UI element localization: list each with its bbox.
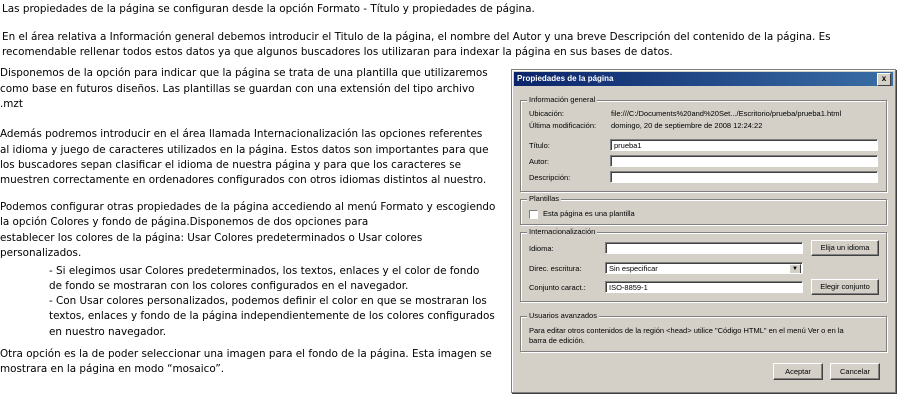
description-field[interactable] bbox=[610, 171, 878, 183]
bullet-default-colors-line1: - Si elegimos usar Colores predeterminados, los textos, enlaces y el color de fondo bbox=[49, 265, 480, 277]
paragraph-template-line2: como base en futuros diseños. Las plantillas se guardan con una extensión del tipo archivo bbox=[0, 83, 475, 95]
choose-charset-button[interactable]: Elegir conjunto bbox=[811, 279, 879, 295]
templates-group bbox=[520, 194, 887, 225]
accept-button[interactable]: Aceptar bbox=[773, 363, 823, 380]
title-field[interactable]: prueba1 bbox=[610, 139, 878, 151]
bullet-default-colors-line2: de fondo se mostraran con los colores configurados en el navegador. bbox=[49, 280, 409, 292]
paragraph-colors-line4: personalizados. bbox=[0, 247, 82, 259]
paragraph-i18n-line2: al idioma y juego de caracteres utilizados en la página. Estos datos son importantes para que bbox=[0, 144, 489, 156]
paragraph-template-line1: Disponemos de la opción para indicar que la página se trata de una plantilla que utilizaremos bbox=[0, 67, 488, 79]
bullet-custom-colors-line3: en nuestro navegador. bbox=[49, 326, 167, 338]
paragraph-i18n-line4: muestren correctamente en ordenadores configurados con otros idiomas distintos al nuestro. bbox=[0, 174, 487, 186]
paragraph-i18n-line1: Además podremos introducir en el área llamada Internacionalización las opciones referentes bbox=[0, 128, 483, 140]
advanced-users-text-line1: Para editar otros contenidos de la región <head> utilice "Código HTML" en el menú Ver o en la bbox=[529, 326, 844, 335]
advanced-users-group bbox=[520, 311, 887, 352]
author-field[interactable] bbox=[610, 155, 878, 167]
language-label: Idioma: bbox=[529, 244, 554, 253]
template-checkbox-label: Esta página es una plantilla bbox=[543, 209, 635, 218]
template-checkbox[interactable] bbox=[529, 210, 538, 219]
charset-field[interactable]: ISO-8859-1 bbox=[605, 281, 803, 293]
paragraph-i18n-line3: los buscadores sepan clasificar el idioma de nuestra página y para que los caracteres se bbox=[0, 159, 462, 171]
paragraph-background-line1: Otra opción es la de poder seleccionar una imagen para el fondo de la página. Esta imagen se bbox=[0, 348, 492, 360]
paragraph-template-line3: .mzt bbox=[0, 98, 23, 110]
author-label: Autor: bbox=[529, 157, 550, 166]
general-info-group bbox=[520, 95, 887, 192]
choose-language-button[interactable]: Elija un idioma bbox=[811, 240, 879, 256]
location-label: Ubicación: bbox=[529, 109, 565, 118]
location-value: file:///C:/Documents%20and%20Set.../Escritorio/prueba/prueba1.html bbox=[611, 109, 842, 118]
advanced-users-text-line2: barra de edición. bbox=[529, 336, 585, 345]
paragraph-general-info-line2: recomendable rellenar todos estos datos ya que algunos buscadores los utilizaran para indexar la página en sus bases de datos. bbox=[2, 46, 673, 58]
writing-direction-select[interactable] bbox=[605, 262, 803, 274]
chevron-down-icon[interactable]: ▼ bbox=[789, 264, 801, 274]
paragraph-intro: Las propiedades de la página se configuran desde la opción Formato - Título y propiedades de página. bbox=[2, 3, 535, 15]
page-properties-dialog bbox=[511, 69, 896, 393]
writing-direction-label: Direc. escritura: bbox=[529, 264, 582, 273]
writing-direction-value: Sin especificar bbox=[609, 264, 658, 273]
last-modified-value: domingo, 20 de septiembre de 2008 12:24:22 bbox=[611, 121, 763, 130]
paragraph-background-line2: mostrara en la página en modo “mosaico”. bbox=[0, 363, 225, 375]
last-modified-label: Última modificación: bbox=[529, 121, 597, 130]
charset-label: Conjunto caract.: bbox=[529, 283, 586, 292]
paragraph-colors-line3: establecer los colores de la página: Usar Colores predeterminados o Usar colores bbox=[0, 232, 423, 244]
advanced-users-legend: Usuarios avanzados bbox=[529, 311, 597, 320]
paragraph-general-info-line1: En el área relativa a Información general debemos introducir el Titulo de la página, el nombre del Autor y una breve Descripción del contenido de la página. Es bbox=[2, 31, 831, 43]
cancel-button[interactable]: Cancelar bbox=[830, 363, 880, 380]
paragraph-colors-line1: Podemos configurar otras propiedades de la página accediendo al menú Formato y escogiendo bbox=[0, 201, 496, 213]
i18n-group bbox=[520, 227, 887, 302]
bullet-custom-colors-line2: textos, enlaces y fondo de la página independientemente de los colores configurados bbox=[49, 310, 495, 322]
language-field[interactable] bbox=[605, 242, 803, 254]
title-label: Título: bbox=[529, 141, 550, 150]
dialog-titlebar bbox=[514, 72, 893, 86]
i18n-legend: Internacionalización bbox=[529, 227, 596, 236]
bullet-custom-colors-line1: - Con Usar colores personalizados, podemos definir el color en que se mostraran los bbox=[49, 295, 487, 307]
description-label: Descripción: bbox=[529, 173, 571, 182]
paragraph-colors-line2: la opción Colores y fondo de página.Disponemos de dos opciones para bbox=[0, 216, 369, 228]
general-info-legend: Información general bbox=[529, 95, 596, 104]
dialog-title: Propiedades de la página bbox=[517, 74, 614, 83]
templates-legend: Plantillas bbox=[529, 194, 560, 203]
close-icon[interactable]: x bbox=[877, 73, 891, 86]
